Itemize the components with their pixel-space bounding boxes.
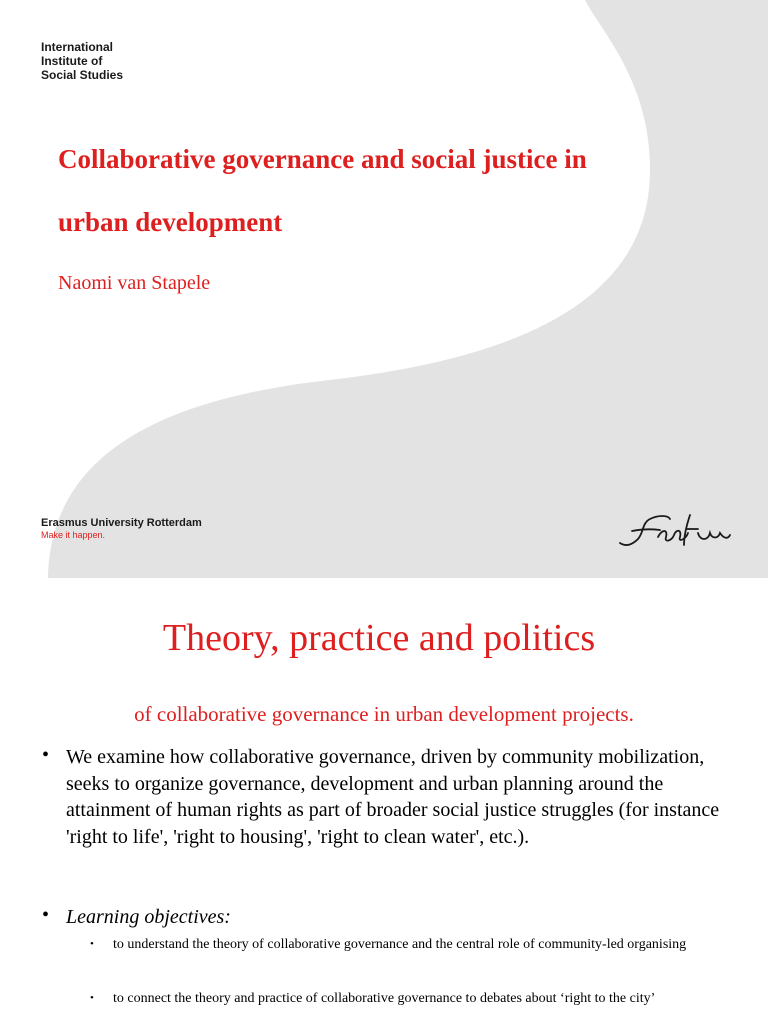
slide-subtitle: of collaborative governance in urban development projects.	[134, 702, 634, 726]
author-name: Naomi van Stapele	[58, 272, 211, 294]
university-tagline: Make it happen.	[41, 530, 106, 540]
erasmus-logo	[41, 517, 202, 541]
iss-logo-line: Institute of	[41, 54, 103, 68]
slide-title: Theory, practice and politics	[162, 617, 596, 659]
iss-logo	[41, 40, 123, 82]
title-line: urban development	[58, 207, 283, 237]
bullet-marker: •	[42, 744, 50, 766]
learning-objectives-heading: Learning objectives:	[66, 906, 231, 928]
erasmus-signature-icon	[612, 505, 732, 550]
bullet-text: We examine how collaborative governance, driven by community mobilization, seeks to organize governance, development and urban planning around the attainment of human rights as part of broader social justice struggles (for instance 'right to life', 'right to housing', 'right to clean water', etc.).	[66, 746, 720, 848]
content-slide	[0, 578, 768, 1024]
sub-bullet-marker: •	[90, 938, 94, 950]
objective-item: to connect the theory and practice of collaborative governance to debates about ‘right to the city’	[113, 991, 656, 1006]
university-name: Erasmus University Rotterdam	[41, 517, 202, 529]
bullet-marker: •	[42, 904, 50, 926]
iss-logo-line: Social Studies	[41, 68, 124, 82]
sub-bullet-marker: •	[90, 992, 94, 1004]
iss-logo-line: International	[41, 40, 114, 54]
objective-item: to understand the theory of collaborative governance and the central role of community-led organising	[113, 937, 687, 952]
presentation-title	[58, 128, 678, 254]
title-line: Collaborative governance and social justice in	[58, 144, 587, 174]
